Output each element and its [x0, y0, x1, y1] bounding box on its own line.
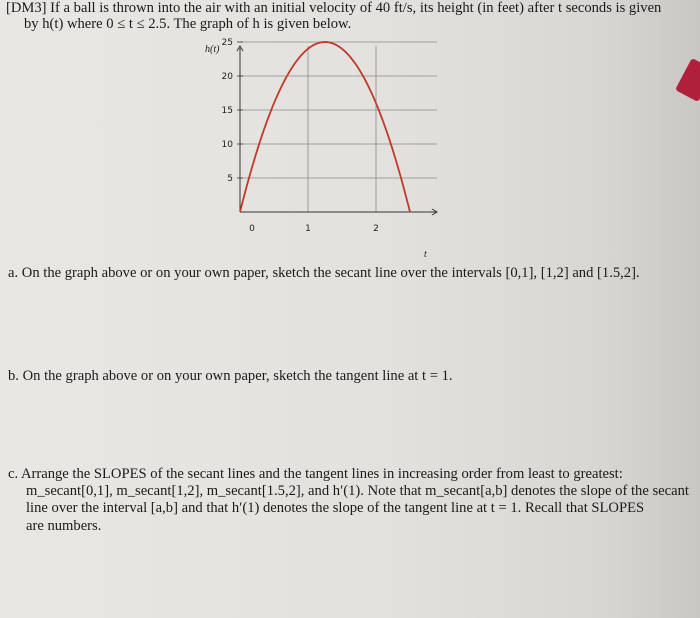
- x-axis-label: t: [424, 249, 427, 260]
- x-tick-label: 0: [249, 224, 255, 234]
- question-c-line-4: are numbers.: [26, 518, 102, 534]
- height-graph: [195, 38, 450, 260]
- question-c-line-2: m_secant[0,1], m_secant[1,2], m_secant[1.5,2], and h′(1). Note that m_secant[a,b] denotes the slope of the secant: [26, 483, 689, 499]
- red-corner-mark: [675, 58, 700, 102]
- question-b: b. On the graph above or on your own paper, sketch the tangent line at t = 1.: [8, 368, 453, 384]
- height-curve: [240, 42, 410, 212]
- y-tick-label: 15: [221, 106, 233, 116]
- problem-text-line-2: by h(t) where 0 ≤ t ≤ 2.5. The graph of h is given below.: [24, 16, 352, 32]
- x-tick-label: 2: [373, 224, 379, 234]
- y-tick-label: 10: [221, 140, 233, 150]
- question-c-line-1: c. Arrange the SLOPES of the secant lines and the tangent lines in increasing order from least to greatest:: [8, 466, 623, 482]
- y-tick-label: 5: [227, 174, 233, 184]
- y-tick-label: 20: [221, 72, 233, 82]
- y-axis-label: h(t): [205, 44, 220, 55]
- problem-text-line-1: [DM3] If a ball is thrown into the air with an initial velocity of 40 ft/s, its height (in feet) after t seconds is given: [6, 0, 662, 16]
- x-tick-label: 1: [305, 224, 311, 234]
- question-c-line-3: line over the interval [a,b] and that h′(1) denotes the slope of the tangent line at t = 1. Recall that SLOPES: [26, 500, 645, 516]
- question-a: a. On the graph above or on your own paper, sketch the secant line over the intervals [0,1], [1,2] and [1.5,2].: [8, 265, 640, 281]
- y-tick-label: 25: [221, 38, 233, 48]
